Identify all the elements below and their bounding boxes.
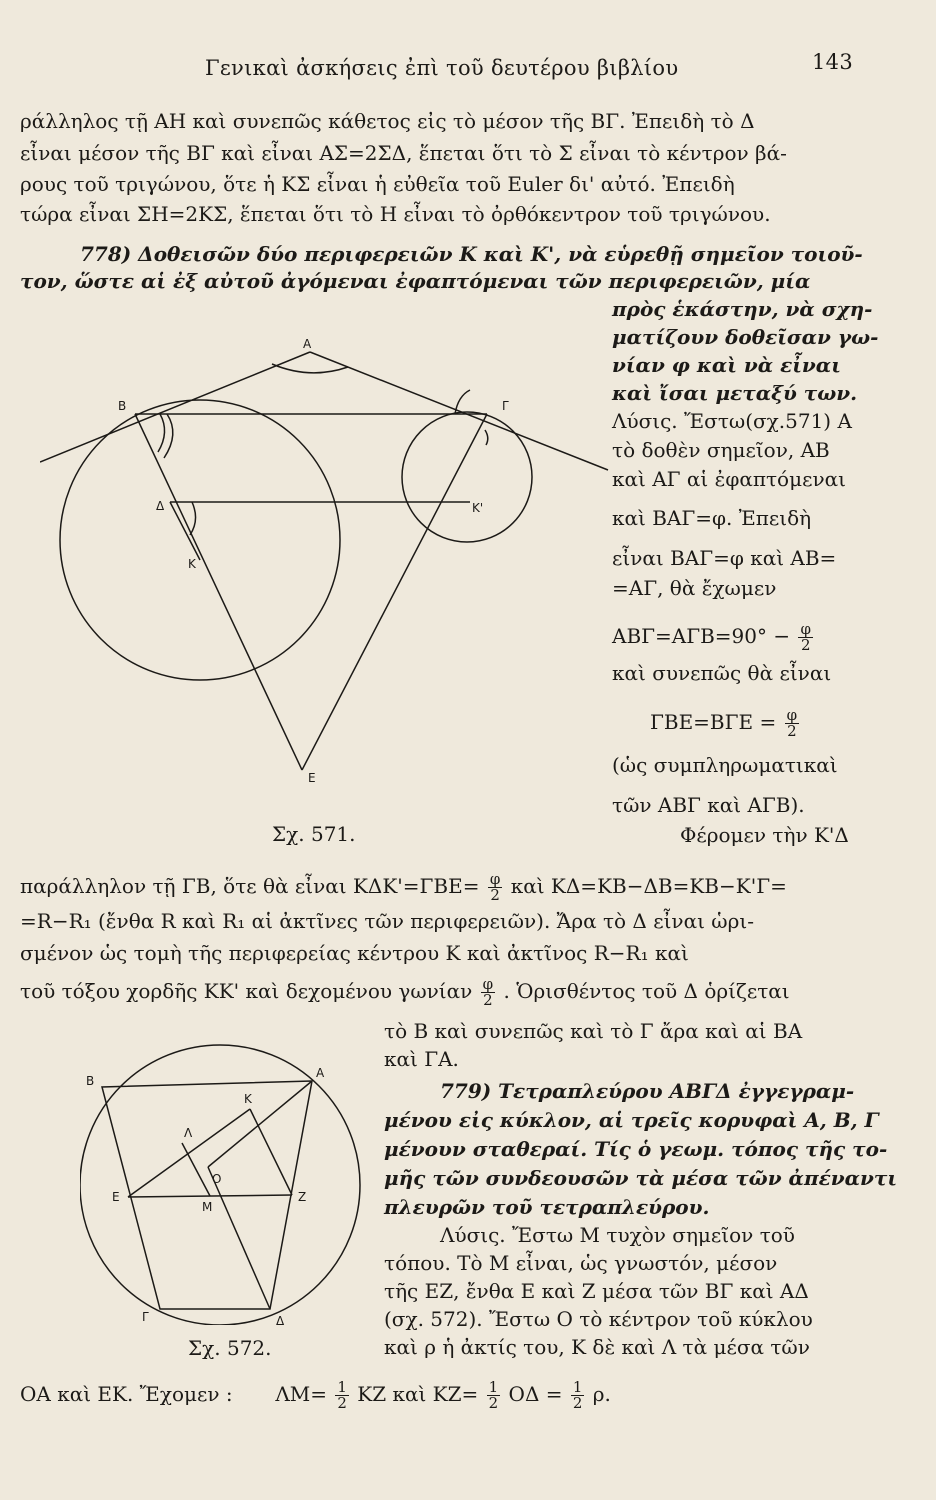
segment-OA <box>208 1081 312 1167</box>
middle-line-4a: τοῦ τόξου χορδῆς ΚΚ' καὶ δεχομένου γωνίαν <box>20 979 473 1003</box>
intro-line-1: ράλληλος τῇ ΑΗ καὶ συνεπῶς κάθετος εἰς τὸ μέσον τῆς ΒΓ. Ἐπειδὴ τὸ Δ <box>20 109 755 133</box>
label-D: Δ <box>156 499 165 513</box>
r779-4: μένου εἰς κύκλον, αἱ τρεῖς κορυφαὶ Α, Β, Γ <box>384 1108 879 1132</box>
frac-num: φ <box>786 706 798 724</box>
r778-11 <box>612 622 912 653</box>
phi-half-fraction-1 <box>798 622 813 653</box>
angle-arc-G2 <box>485 430 488 445</box>
frac-num: φ <box>482 975 494 993</box>
r778-3: νίαν φ καὶ νὰ εἶναι <box>612 353 841 377</box>
r779-1: τὸ Β καὶ συνεπῶς καὶ τὸ Γ ἄρα καὶ αἱ ΒΑ <box>384 1019 803 1043</box>
middle-line-1b: καὶ ΚΔ=ΚΒ−ΔΒ=ΚΒ−Κ'Γ= <box>510 874 787 898</box>
angle-arc-B <box>158 414 165 452</box>
label-K: Κ <box>244 1092 252 1106</box>
segment-LM <box>182 1143 210 1196</box>
intro-line-3: ρους τοῦ τριγώνου, ὅτε ἡ ΚΣ εἶναι ἡ εὐθεῖα τοῦ Euler δι' αὐτό. Ἐπειδὴ <box>20 172 735 196</box>
r779-7: πλευρῶν τοῦ τετραπλεύρου. <box>384 1195 710 1219</box>
figure-572-caption: Σχ. 572. <box>188 1336 272 1360</box>
r778-6: τὸ δοθὲν σημεῖον, ΑΒ <box>612 438 830 462</box>
segment-EK <box>128 1109 250 1197</box>
label-Z: Ζ <box>298 1190 307 1204</box>
frac-num: 1 <box>488 1378 499 1396</box>
r778-5: Λύσις. Ἔστω(σχ.571) Α <box>612 409 852 433</box>
r779-10: τῆς ΕΖ, ἔνθα Ε καὶ Ζ μέσα τῶν ΒΓ καὶ ΑΔ <box>384 1279 809 1303</box>
label-K-prime: Κ' <box>472 501 484 515</box>
last-line-d: ΟΔ = <box>508 1382 563 1406</box>
figure-572 <box>80 1025 380 1325</box>
r778-14: (ὡς συμπληρωματικαὶ <box>612 753 838 777</box>
one-half-fraction-3 <box>571 1380 585 1411</box>
label-M: Μ <box>202 1200 213 1214</box>
one-half-fraction-2 <box>487 1380 501 1411</box>
label-B: Β <box>118 399 127 413</box>
label-G: Γ <box>502 399 509 413</box>
middle-line-2: =R−R₁ (ἔνθα R καὶ R₁ αἱ ἀκτῖνες τῶν περιφερειῶν). Ἄρα τὸ Δ εἶναι ὡρι- <box>20 909 754 933</box>
r778-10: =ΑΓ, θὰ ἔχωμεν <box>612 576 777 600</box>
angle-arc-A <box>272 364 348 373</box>
r778-13 <box>650 708 936 739</box>
label-A: Α <box>303 337 312 351</box>
label-K: Κ <box>188 557 196 571</box>
middle-line-3: σμένον ὡς τομὴ τῆς περιφερείας κέντρου Κ καὶ ἀκτῖνος R−R₁ καὶ <box>20 941 689 965</box>
segment-BE <box>135 414 302 770</box>
r779-11: (σχ. 572). Ἔστω Ο τὸ κέντρον τοῦ κύκλου <box>384 1307 813 1331</box>
problem-779-title: 779) Τετραπλεύρου ΑΒΓΔ ἐγγεγραμ- <box>440 1079 855 1103</box>
label-O: Ο <box>212 1172 222 1186</box>
intro-line-4: τώρα εἶναι ΣΗ=2ΚΣ, ἕπεται ὅτι τὸ Η εἶναι τὸ ὀρθόκεντρον τοῦ τριγώνου. <box>20 202 771 226</box>
segment-KZ <box>250 1109 292 1195</box>
r778-1: πρὸς ἑκάστην, νὰ σχη- <box>612 297 873 321</box>
middle-line-1 <box>20 872 890 903</box>
running-header: Γενικαὶ ἀσκήσεις ἐπὶ τοῦ δευτέρου βιβλίου <box>205 56 679 80</box>
phi-half-fraction-4 <box>481 977 496 1008</box>
angle-arc-B2 <box>164 414 173 458</box>
r778-11-text: ΑΒΓ=ΑΓΒ=90° − <box>612 624 791 648</box>
r778-8: καὶ ΒΑΓ=φ. Ἐπειδὴ <box>612 506 812 530</box>
frac-den: 2 <box>572 1394 583 1412</box>
frac-den: 2 <box>483 991 493 1009</box>
last-line <box>20 1380 890 1411</box>
r779-9: τόπου. Τὸ Μ εἶναι, ὡς γνωστόν, μέσον <box>384 1251 778 1275</box>
page-number: 143 <box>812 50 853 74</box>
frac-den: 2 <box>490 886 500 904</box>
r778-15: τῶν ΑΒΓ καὶ ΑΓΒ). <box>612 793 805 817</box>
last-line-c: ΚΖ καὶ ΚΖ= <box>357 1382 479 1406</box>
label-E: Ε <box>112 1190 120 1204</box>
tangent-AB <box>40 352 310 462</box>
figure-571-caption: Σχ. 571. <box>272 822 356 846</box>
tangent-AG <box>310 352 608 470</box>
middle-line-4 <box>20 977 890 1008</box>
label-B: Β <box>86 1074 95 1088</box>
segment-OD <box>208 1167 270 1309</box>
r778-16: Φέρομεν τὴν Κ'Δ <box>680 823 849 847</box>
r779-6: μῆς τῶν συνδεουσῶν τὰ μέσα τῶν ἀπέναντι <box>384 1166 898 1190</box>
r778-12: καὶ συνεπῶς θὰ εἶναι <box>612 661 832 685</box>
label-A: Α <box>316 1066 325 1080</box>
r779-12: καὶ ρ ἡ ἀκτίς του, Κ δὲ καὶ Λ τὰ μέσα τῶν <box>384 1335 810 1359</box>
middle-line-1a: παράλληλον τῇ ΓΒ, ὅτε θὰ εἶναι ΚΔΚ'=ΓΒΕ= <box>20 874 480 898</box>
frac-num: φ <box>489 870 501 888</box>
r778-13-text: ΓΒΕ=ΒΓΕ = <box>650 710 777 734</box>
label-D: Δ <box>276 1314 285 1325</box>
phi-half-fraction-3 <box>488 872 503 903</box>
frac-den: 2 <box>488 1394 499 1412</box>
circle-K <box>60 400 340 680</box>
r779-2: καὶ ΓΑ. <box>384 1047 459 1071</box>
label-E: Ε <box>308 771 316 785</box>
angle-arc-D <box>190 502 196 535</box>
last-line-b: ΛΜ= <box>275 1382 328 1406</box>
r778-4: καὶ ἴσαι μεταξύ των. <box>612 381 858 405</box>
problem-778-title: 778) Δοθεισῶν δύο περιφερειῶν Κ καὶ Κ', νὰ εὑρεθῇ σημεῖον τοιοῦ- <box>80 242 863 266</box>
label-G: Γ <box>142 1310 149 1324</box>
intro-line-2: εἶναι μέσον τῆς ΒΓ καὶ εἶναι ΑΣ=2ΣΔ, ἕπεται ὅτι τὸ Σ εἶναι τὸ κέντρον βά- <box>20 141 787 165</box>
last-line-a: ΟΑ καὶ ΕΚ. Ἔχομεν : <box>20 1382 233 1406</box>
phi-half-fraction-2 <box>785 708 800 739</box>
frac-num: φ <box>800 620 811 638</box>
r779-5: μένουν σταθεραί. Τίς ὁ γεωμ. τόπος τῆς το- <box>384 1137 888 1161</box>
middle-line-4b: . Ὁρισθέντος τοῦ Δ ὁρίζεται <box>503 979 790 1003</box>
frac-den: 2 <box>337 1394 347 1412</box>
r778-2: ματίζουν δοθεῖσαν γω- <box>612 325 879 349</box>
r778-9: εἶναι ΒΑΓ=φ καὶ ΑΒ= <box>612 546 837 570</box>
label-L: Λ <box>184 1126 193 1140</box>
problem-778-line-2: τον, ὥστε αἱ ἐξ αὐτοῦ ἀγόμεναι ἐφαπτόμεναι τῶν περιφερειῶν, μία <box>20 269 811 293</box>
r778-7: καὶ ΑΓ αἱ ἐφαπτόμεναι <box>612 467 846 491</box>
frac-den: 2 <box>800 636 811 654</box>
frac-den: 2 <box>787 722 797 740</box>
frac-num: 1 <box>337 1378 347 1396</box>
figure-571 <box>40 330 620 800</box>
one-half-fraction-1 <box>335 1380 349 1411</box>
r779-8: Λύσις. Ἔστω Μ τυχὸν σημεῖον τοῦ <box>440 1223 795 1247</box>
last-line-e: ρ. <box>592 1382 611 1406</box>
frac-num: 1 <box>572 1378 583 1396</box>
